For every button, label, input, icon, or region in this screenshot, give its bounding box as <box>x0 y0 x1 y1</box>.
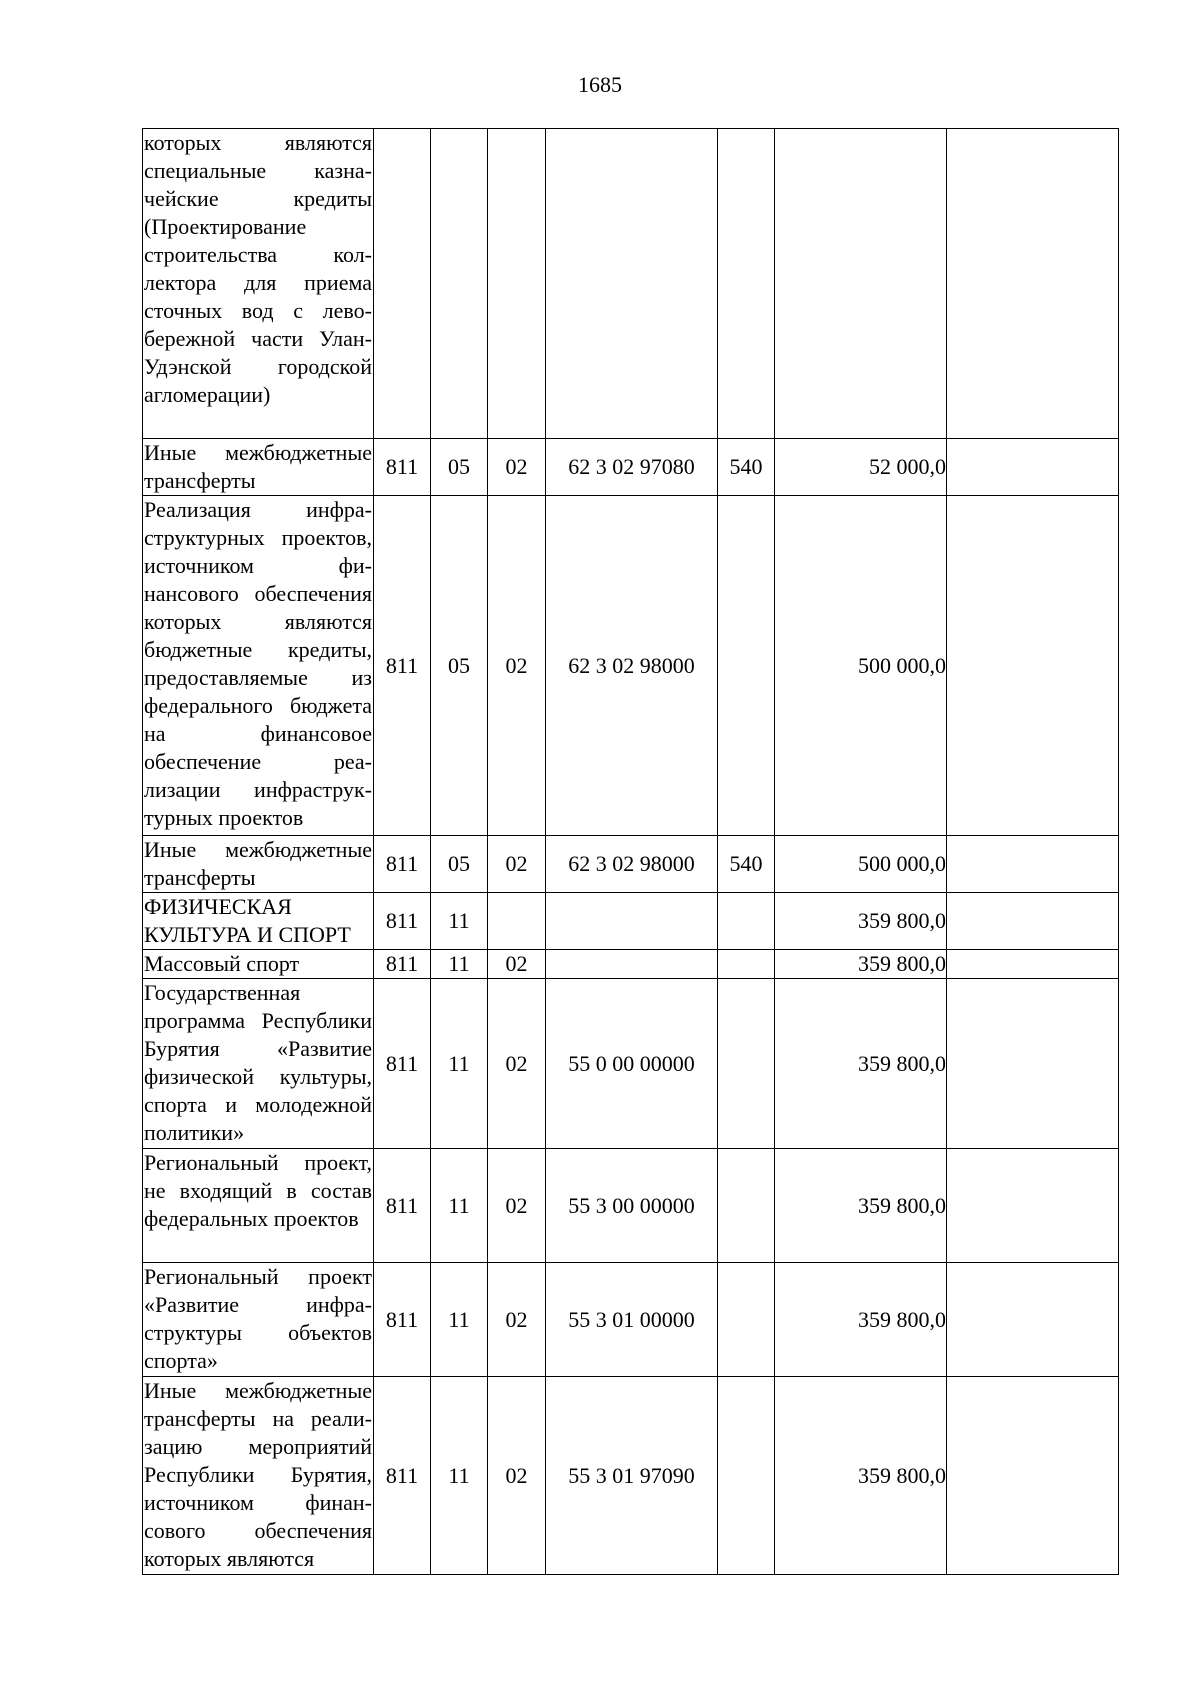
row-amount-cell: 359 800,0 <box>775 1377 947 1575</box>
table-row <box>143 129 1119 439</box>
row-section-cell: 11 <box>431 979 488 1149</box>
row-name-cell: Реализация инфраструктурных проектов, источником финансового обеспечения которых являются бюджетные кредиты, предоставляемые из федерального бюджета на финансовое обеспечение реализации инфраструктурных проектов <box>143 496 374 836</box>
table-row <box>143 836 1119 893</box>
row-empty-cell <box>947 1377 1119 1575</box>
row-amount-cell: 500 000,0 <box>775 496 947 836</box>
table-row <box>143 439 1119 496</box>
table-row <box>143 1377 1119 1575</box>
row-amount-cell: 359 800,0 <box>775 893 947 950</box>
row-name-cell: которых являются специальные казначейские кредиты (Проектирование строительства коллектора для приема сточных вод с левобережной части Улан-Удэнской городской агломерации) <box>143 129 374 439</box>
row-section-cell <box>431 129 488 439</box>
row-subsection-cell: 02 <box>488 836 546 893</box>
row-expense-type-cell <box>718 893 775 950</box>
row-gov-code-cell: 811 <box>374 893 431 950</box>
row-name-cell: Региональный проект «Развитие инфраструктуры объектов спорта» <box>143 1263 374 1377</box>
row-amount-cell <box>775 129 947 439</box>
row-empty-cell <box>947 1149 1119 1263</box>
row-subsection-cell: 02 <box>488 1377 546 1575</box>
page-number: 1685 <box>578 72 622 97</box>
row-amount-cell: 359 800,0 <box>775 979 947 1149</box>
row-name-cell: Региональный проект, не входящий в состав федеральных проектов <box>143 1149 374 1263</box>
row-subsection-cell: 02 <box>488 950 546 979</box>
table-row <box>143 950 1119 979</box>
row-amount-cell: 359 800,0 <box>775 1263 947 1377</box>
row-expense-type-cell: 540 <box>718 439 775 496</box>
row-expense-type-cell <box>718 1149 775 1263</box>
row-empty-cell <box>947 836 1119 893</box>
row-target-article-cell <box>546 129 718 439</box>
row-gov-code-cell: 811 <box>374 1377 431 1575</box>
row-expense-type-cell: 540 <box>718 836 775 893</box>
row-empty-cell <box>947 893 1119 950</box>
row-empty-cell <box>947 979 1119 1149</box>
row-empty-cell <box>947 950 1119 979</box>
table-row <box>143 496 1119 836</box>
row-target-article-cell: 62 3 02 98000 <box>546 496 718 836</box>
budget-table <box>142 128 1119 1575</box>
row-subsection-cell: 02 <box>488 439 546 496</box>
table-row <box>143 1263 1119 1377</box>
table-body <box>143 129 1119 1575</box>
row-section-cell: 11 <box>431 893 488 950</box>
row-expense-type-cell <box>718 1377 775 1575</box>
table-row <box>143 979 1119 1149</box>
row-expense-type-cell <box>718 129 775 439</box>
row-target-article-cell <box>546 950 718 979</box>
row-target-article-cell: 62 3 02 97080 <box>546 439 718 496</box>
row-name-cell: ФИЗИЧЕСКАЯ КУЛЬТУРА И СПОРТ <box>143 893 374 950</box>
row-gov-code-cell <box>374 129 431 439</box>
row-name-cell: Иные межбюджетные трансферты на реализацию мероприятий Республики Бурятия, источником финансового обеспечения которых являются <box>143 1377 374 1575</box>
row-empty-cell <box>947 439 1119 496</box>
row-gov-code-cell: 811 <box>374 496 431 836</box>
row-expense-type-cell <box>718 496 775 836</box>
row-section-cell: 11 <box>431 1377 488 1575</box>
row-subsection-cell: 02 <box>488 496 546 836</box>
row-empty-cell <box>947 129 1119 439</box>
row-target-article-cell: 55 0 00 00000 <box>546 979 718 1149</box>
row-section-cell: 05 <box>431 836 488 893</box>
row-amount-cell: 359 800,0 <box>775 1149 947 1263</box>
row-name-cell: Иные межбюджетные трансферты <box>143 836 374 893</box>
row-gov-code-cell: 811 <box>374 1263 431 1377</box>
row-empty-cell <box>947 496 1119 836</box>
row-subsection-cell <box>488 129 546 439</box>
row-name-cell: Иные межбюджетные трансферты <box>143 439 374 496</box>
row-section-cell: 11 <box>431 1263 488 1377</box>
row-amount-cell: 500 000,0 <box>775 836 947 893</box>
row-gov-code-cell: 811 <box>374 1149 431 1263</box>
table-row <box>143 893 1119 950</box>
row-gov-code-cell: 811 <box>374 439 431 496</box>
row-subsection-cell <box>488 893 546 950</box>
row-target-article-cell: 55 3 01 00000 <box>546 1263 718 1377</box>
row-section-cell: 05 <box>431 439 488 496</box>
row-target-article-cell: 62 3 02 98000 <box>546 836 718 893</box>
row-empty-cell <box>947 1263 1119 1377</box>
row-amount-cell: 52 000,0 <box>775 439 947 496</box>
row-expense-type-cell <box>718 1263 775 1377</box>
row-gov-code-cell: 811 <box>374 836 431 893</box>
row-expense-type-cell <box>718 950 775 979</box>
row-subsection-cell: 02 <box>488 1263 546 1377</box>
row-section-cell: 05 <box>431 496 488 836</box>
row-target-article-cell: 55 3 01 97090 <box>546 1377 718 1575</box>
row-amount-cell: 359 800,0 <box>775 950 947 979</box>
row-subsection-cell: 02 <box>488 979 546 1149</box>
row-expense-type-cell <box>718 979 775 1149</box>
row-section-cell: 11 <box>431 1149 488 1263</box>
row-target-article-cell <box>546 893 718 950</box>
row-subsection-cell: 02 <box>488 1149 546 1263</box>
row-name-cell: Государственная программа Республики Бурятия «Развитие физической культуры, спорта и молодежной политики» <box>143 979 374 1149</box>
row-gov-code-cell: 811 <box>374 979 431 1149</box>
row-gov-code-cell: 811 <box>374 950 431 979</box>
table-row <box>143 1149 1119 1263</box>
row-target-article-cell: 55 3 00 00000 <box>546 1149 718 1263</box>
row-section-cell: 11 <box>431 950 488 979</box>
row-name-cell: Массовый спорт <box>143 950 374 979</box>
